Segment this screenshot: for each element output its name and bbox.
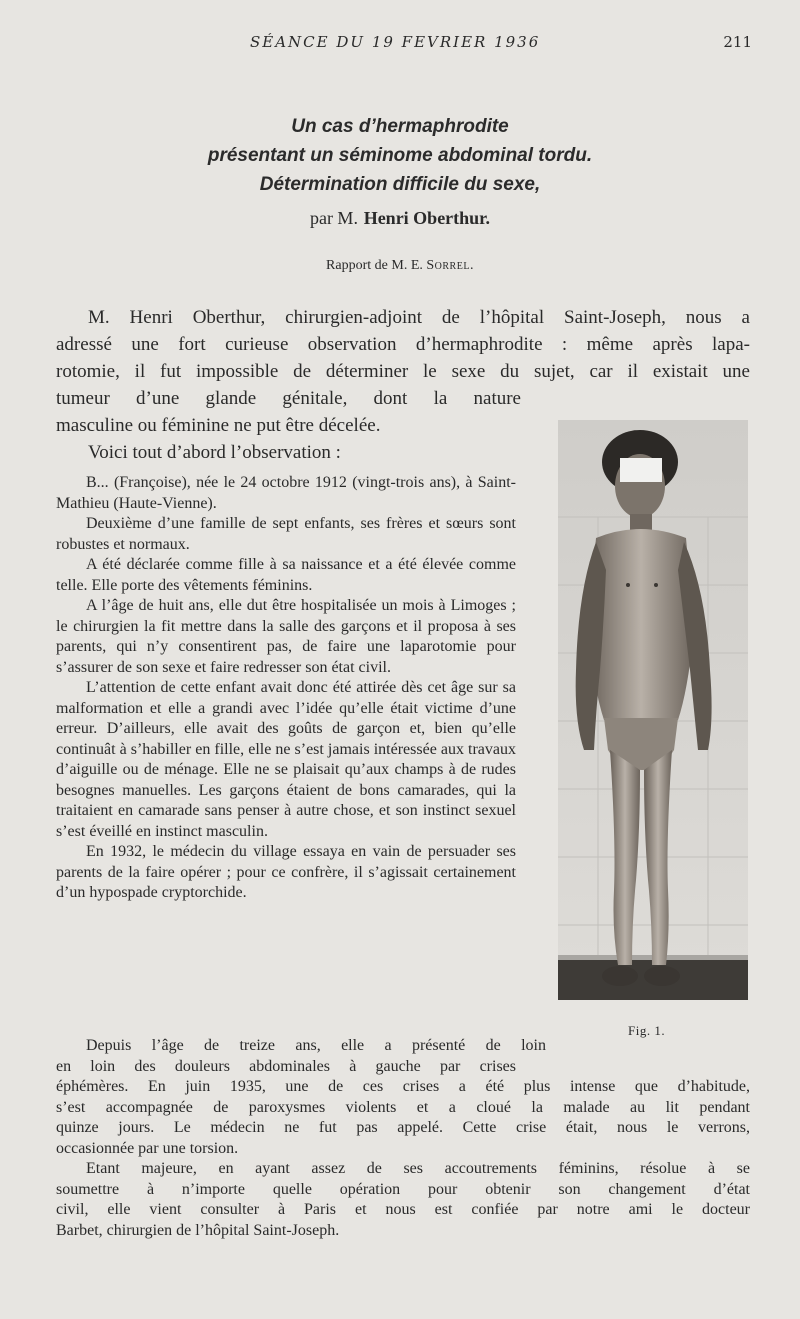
- lead-line: M. Henri Oberthur, chirurgien-adjoint de l’hôpital Saint-Joseph, nous a: [88, 307, 750, 328]
- observation-line: civil, elle vient consulter à Paris et nous est confiée par notre ami le docteur: [56, 1201, 750, 1218]
- observation-paragraph: En 1932, le médecin du village essaya en vain de persuader ses parents de la faire opérer ; pour ce confrère, il s’agissait certainement d’un hypospade cryptorchide.: [56, 843, 516, 901]
- running-head-title: SÉANCE DU 19 FEVRIER 1936: [250, 33, 541, 51]
- observation-column: [56, 473, 516, 904]
- observation-paragraph: B... (Françoise), née le 24 octobre 1912 (vingt-trois ans), à Saint-Mathieu (Haute-Vienne).: [56, 474, 516, 512]
- observation-continuation: [56, 1036, 750, 1241]
- reporter-name: Sorrel.: [426, 258, 474, 273]
- observation-line: quinze jours. Le médecin ne fut pas appelé. Cette crise était, nous le verrons,: [56, 1119, 750, 1136]
- report-line: [0, 258, 800, 274]
- lead-line: masculine ou féminine ne put être décelée.: [56, 415, 381, 436]
- figure-caption: Fig. 1.: [628, 1023, 666, 1038]
- observation-paragraph: L’attention de cette enfant avait donc été attirée dès cet âge sur sa malformation et elle a grandi avec l’idée qu’elle était victime d’une erreur. D’ailleurs, elle avait des goûts de garçon et, bien qu’elle continuât à s’habiller en fille, elle ne s’est jamais intéressée aux travaux d’aiguille ou de ménage. Elle ne se plaisait qu’aux champs à de rudes besognes manuelles. Les garçons étaient de bons camarades, qui la traitaient en camarade sans penser à autre chose, et son instinct sexuel s’est éveillé en instinct masculin.: [56, 679, 516, 840]
- report-prefix: Rapport de M. E.: [326, 258, 423, 273]
- title-line-2: présentant un séminome abdominal tordu.: [207, 145, 593, 166]
- author-name: Henri Oberthur.: [363, 208, 491, 228]
- observation-line: soumettre à n’importe quelle opération pour obtenir son changement d’état: [56, 1180, 750, 1198]
- observation-paragraph: A été déclarée comme fille à sa naissance et a été élevée comme telle. Elle porte des vêtements féminins.: [56, 556, 516, 594]
- observation-line: Etant majeure, en ayant assez de ses accoutrements féminins, résolue à se: [86, 1160, 750, 1177]
- observation-line: Depuis l’âge de treize ans, elle a présenté de loin: [86, 1037, 546, 1054]
- lead-line: rotomie, il fut impossible de déterminer le sexe du sujet, car il existait une: [56, 361, 750, 382]
- observation-paragraph: A l’âge de huit ans, elle dut être hospitalisée un mois à Limoges ; le chirurgien la fit mettre dans la salle des garçons et il proposa à ses parents, qui n’y consentirent pas, de faire une laparotomie pour s’assurer de son sexe et faire redresser son état civil.: [56, 597, 516, 676]
- page-number: 211: [723, 33, 752, 51]
- title-line-1: Un cas d’hermaphrodite: [291, 116, 509, 137]
- observation-line: s’est accompagnée de paroxysmes violents et a cloué la malade au lit pendant: [56, 1098, 750, 1116]
- figure-photograph: [558, 420, 748, 1000]
- title-line-3: Détermination difficile du sexe,: [259, 174, 541, 195]
- byline: [0, 208, 800, 229]
- article-title: [80, 112, 720, 199]
- lead-line: tumeur d’une glande génitale, dont la nature: [56, 388, 521, 409]
- byline-prefix: par M.: [309, 208, 358, 228]
- running-head: [0, 33, 800, 55]
- observation-line: en loin des douleurs abdominales à gauche par crises: [56, 1057, 516, 1075]
- observation-line: occasionnée par une torsion.: [56, 1139, 239, 1157]
- observation-line: Barbet, chirurgien de l’hôpital Saint-Joseph.: [56, 1221, 340, 1239]
- figure-photo-graphic: [558, 420, 748, 1000]
- observation-paragraph: Deuxième d’une famille de sept enfants, ses frères et sœurs sont robustes et normaux.: [56, 515, 516, 553]
- observation-line: éphémères. En juin 1935, une de ces crises a été plus intense que d’habitude,: [56, 1078, 750, 1095]
- lead-line: Voici tout d’abord l’observation :: [88, 442, 341, 463]
- lead-line: adressé une fort curieuse observation d’hermaphrodite : même après lapa-: [56, 334, 750, 355]
